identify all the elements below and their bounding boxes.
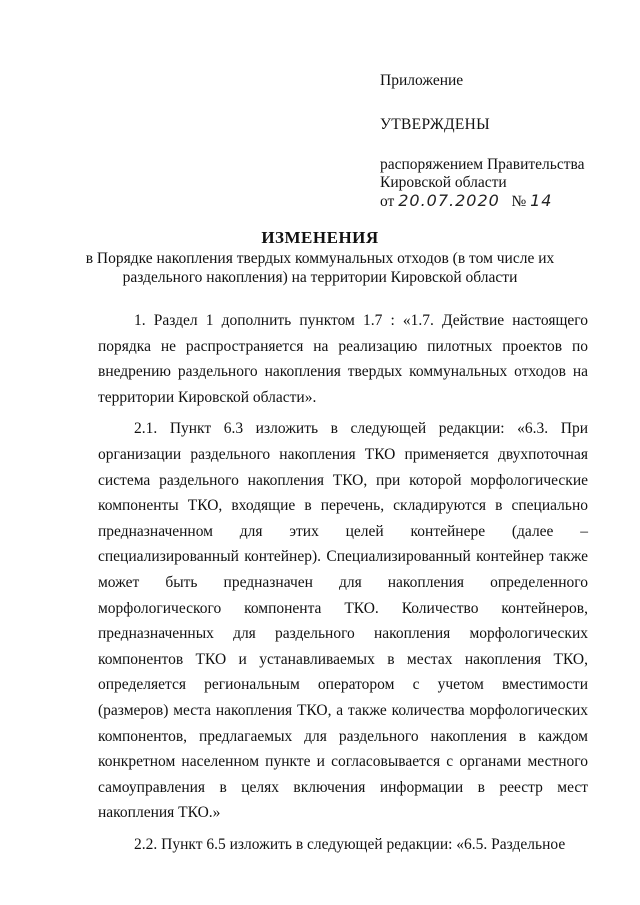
order-line-1: распоряжением Правительства bbox=[380, 156, 585, 173]
document-title: ИЗМЕНЕНИЯ bbox=[261, 228, 379, 247]
document-body bbox=[98, 308, 588, 863]
paragraph-1: 1. Раздел 1 дополнить пунктом 1.7 : «1.7. Действие настоящего порядка не распространяется на реализацию пилотных проектов по внедрению раздельного накопления твердых коммунальных отходов на территории Кировской области». bbox=[98, 312, 588, 406]
handwritten-number: 14 bbox=[530, 191, 553, 210]
approval-header bbox=[380, 72, 620, 211]
paragraph-2-1: 2.1. Пункт 6.3 изложить в следующей редакции: «6.3. При организации раздельного накопления ТКО применяется двухпоточная система раздельного накопления ТКО, при которой морфологические компоненты ТКО, входящие в перечень, складируются в специально предназначенном для этих целей контейнере (далее – специализированный контейнер). Специализированный контейнер также может быть предназначен для накопления определенного морфологического компонента ТКО. Количество контейнеров, предназначенных для раздельного накопления морфологических компонентов ТКО и устанавливаемых в местах накопления ТКО, определяется региональным оператором с учетом вместимости (размеров) места накопления ТКО, а также количества морфологических компонентов, предлагаемых для раздельного накопления в каждом конкретном населенном пункте и согласовывается с органами местного самоуправления в целях включения информации в реестр мест накопления ТКО.» bbox=[98, 420, 588, 822]
order-reference bbox=[380, 156, 620, 211]
handwritten-date: 20.07.2020 bbox=[398, 191, 500, 210]
date-prefix: от bbox=[380, 193, 395, 210]
approved-label: УТВЕРЖДЕНЫ bbox=[380, 116, 490, 133]
document-subtitle: в Порядке накопления твердых коммунальных отходов (в том числе их раздельного накопления) на территории Кировской области bbox=[85, 250, 555, 286]
order-line-2: Кировской области bbox=[380, 174, 507, 191]
paragraph-2-2: 2.2. Пункт 6.5 изложить в следующей редакции: «6.5. Раздельное bbox=[134, 835, 566, 853]
appendix-label: Приложение bbox=[380, 72, 464, 89]
number-prefix: № bbox=[511, 193, 527, 210]
document-heading bbox=[70, 228, 570, 287]
